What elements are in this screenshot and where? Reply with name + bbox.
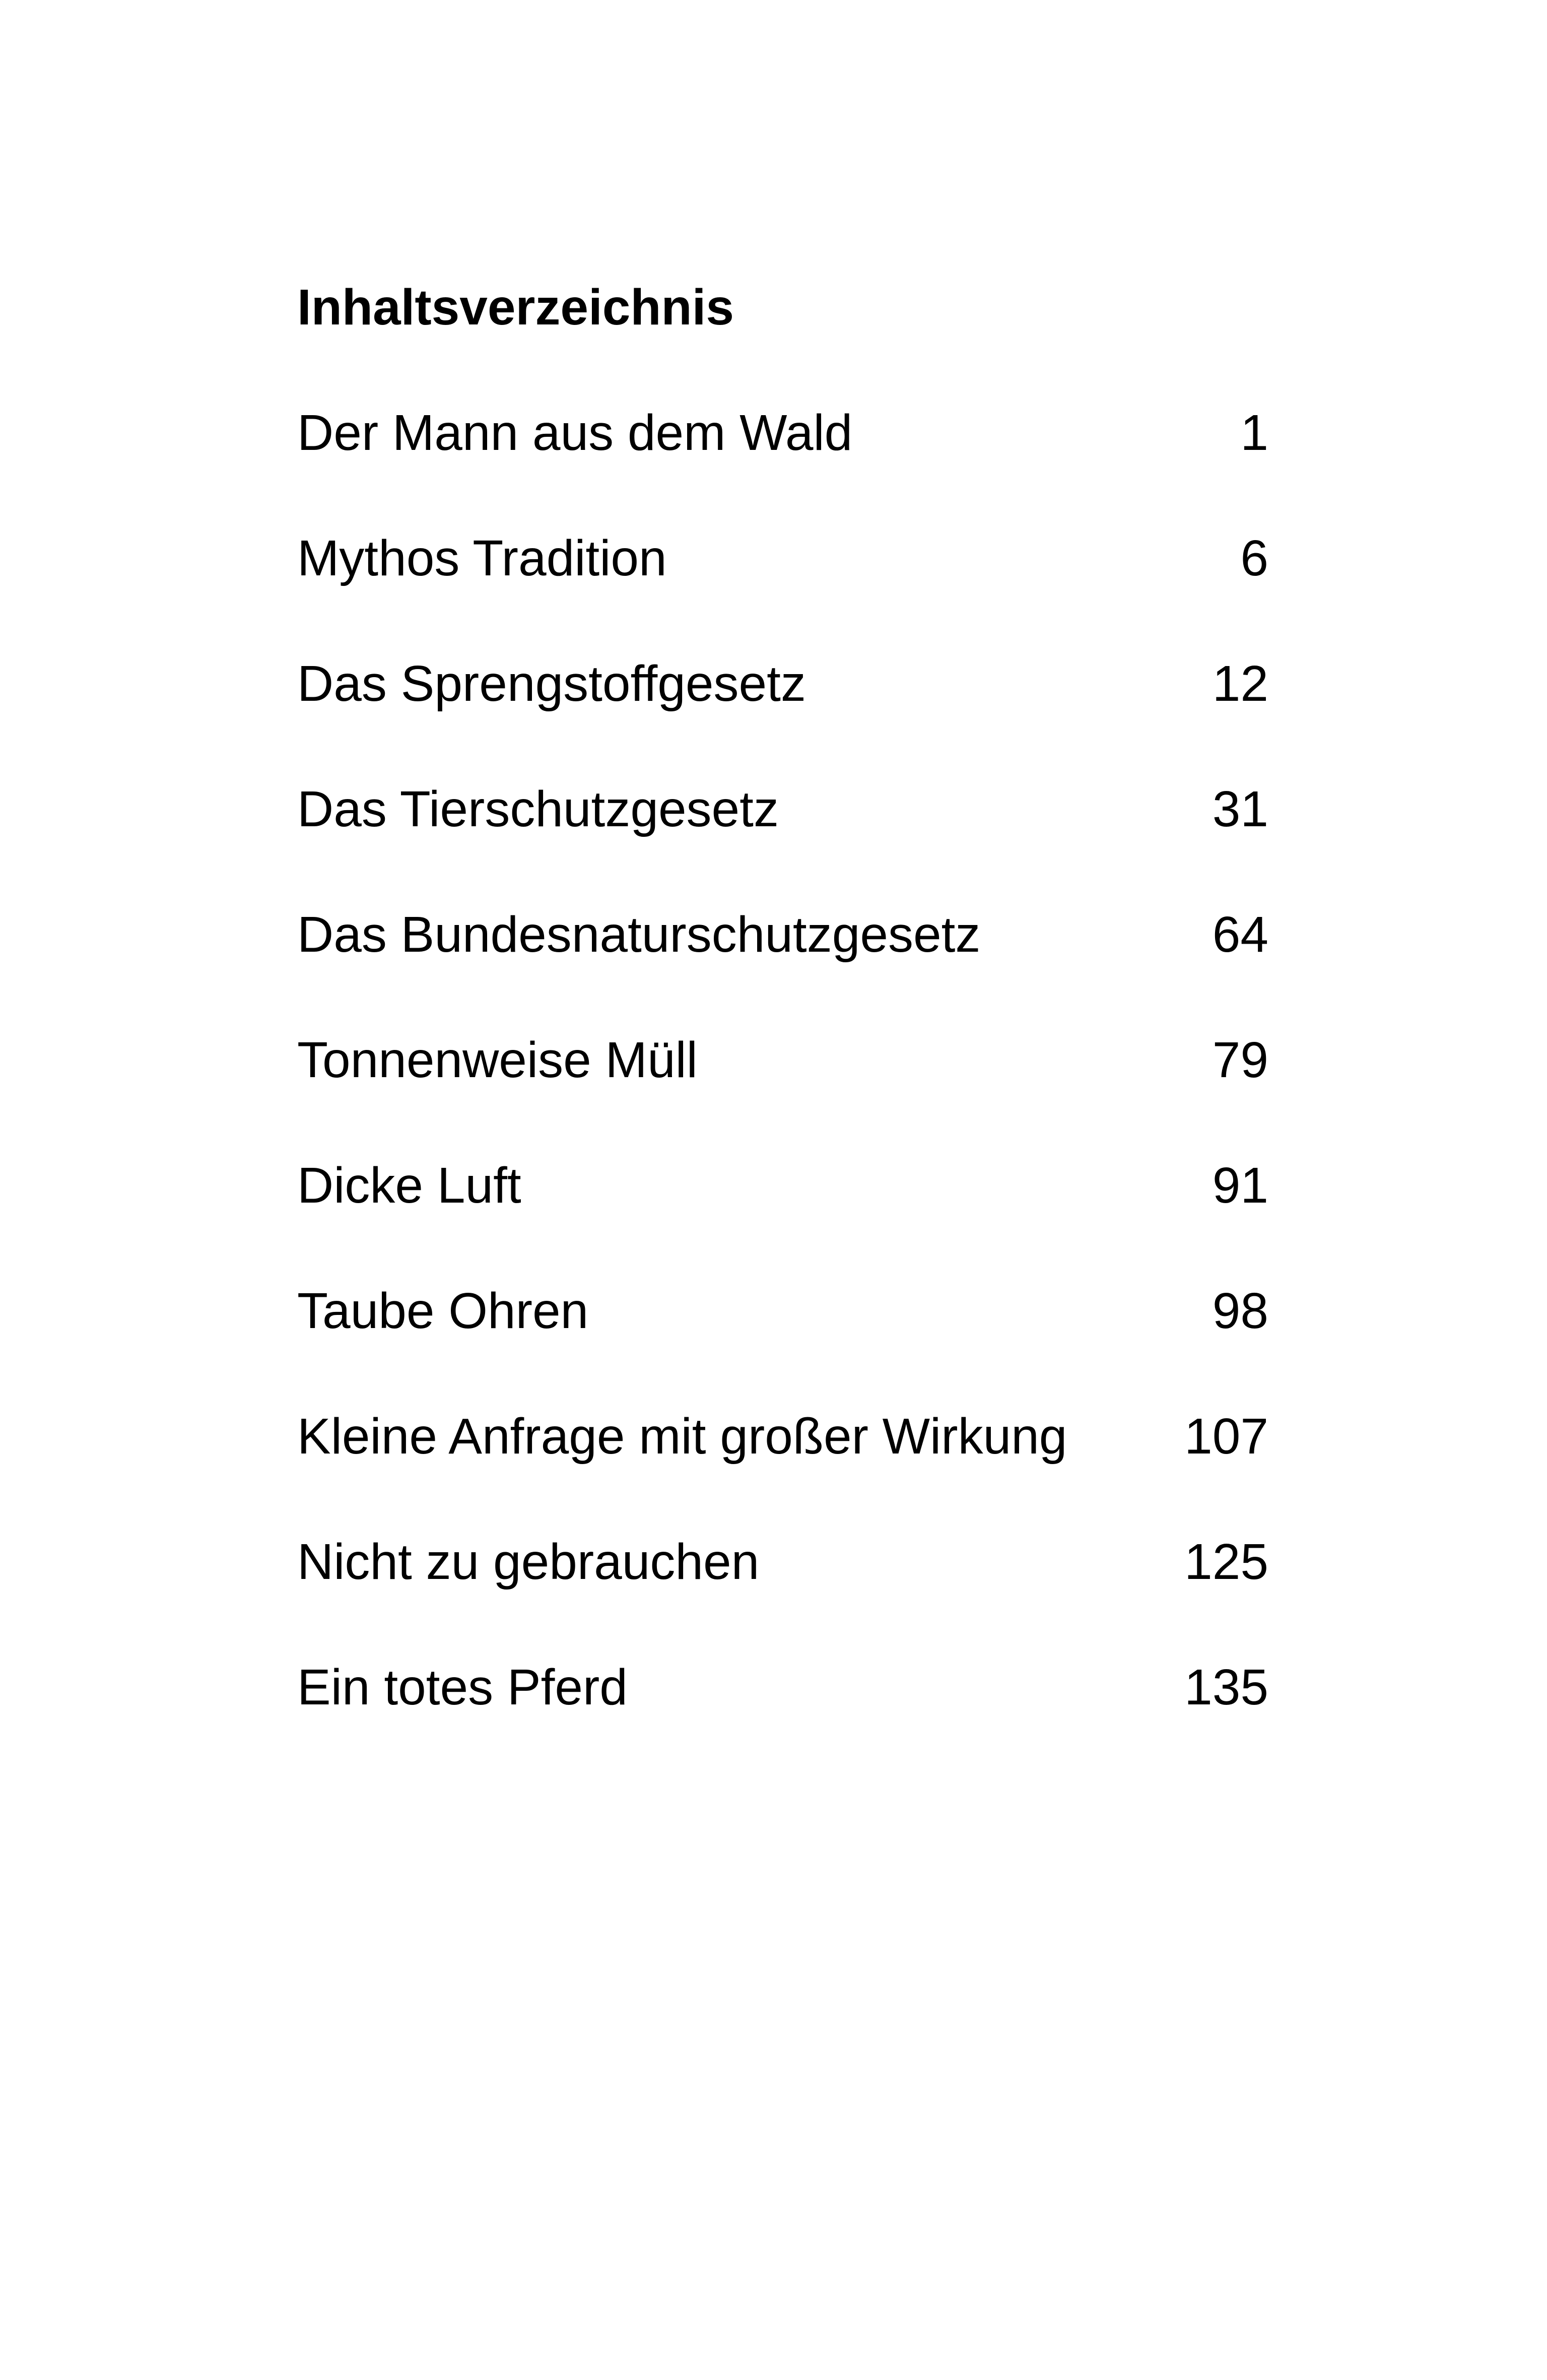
toc-entry-title: Ein totes Pferd	[297, 1659, 628, 1715]
toc-entry-title: Das Sprengstoffgesetz	[297, 655, 806, 712]
toc-entry	[297, 458, 1268, 586]
toc-entry	[297, 1587, 1268, 1715]
toc-entry-title: Tonnenweise Müll	[297, 1032, 698, 1088]
toc-entry-page-number: 79	[1212, 1032, 1268, 1088]
toc-entry	[297, 709, 1268, 837]
toc-entry-title: Nicht zu gebrauchen	[297, 1534, 760, 1590]
toc-entry-page-number: 31	[1212, 781, 1268, 837]
toc-entry-page-number: 12	[1212, 655, 1268, 712]
toc-entry-title: Mythos Tradition	[297, 530, 667, 586]
toc-entry-page-number: 98	[1212, 1283, 1268, 1339]
table-of-contents	[297, 279, 1268, 1715]
toc-heading: Inhaltsverzeichnis	[297, 279, 734, 336]
toc-entry	[297, 834, 1268, 963]
toc-entry-page-number: 1	[1240, 405, 1268, 461]
toc-entry	[297, 1336, 1268, 1465]
toc-entry-page-number: 125	[1184, 1534, 1268, 1590]
toc-entry-page-number: 91	[1212, 1157, 1268, 1214]
toc-entry-page-number: 6	[1240, 530, 1268, 586]
toc-entry-page-number: 64	[1212, 906, 1268, 963]
toc-entry-title: Taube Ohren	[297, 1283, 589, 1339]
toc-entry-title: Der Mann aus dem Wald	[297, 405, 853, 461]
toc-entry	[297, 1211, 1268, 1339]
toc-list	[297, 405, 1268, 1715]
toc-entry	[297, 405, 1268, 461]
toc-entry-title: Das Bundesnaturschutzgesetz	[297, 906, 981, 963]
toc-entry	[297, 1462, 1268, 1590]
toc-entry-page-number: 135	[1184, 1659, 1268, 1715]
toc-entry-title: Das Tierschutzgesetz	[297, 781, 779, 837]
toc-entry-title: Dicke Luft	[297, 1157, 521, 1214]
toc-entry-title: Kleine Anfrage mit großer Wirkung	[297, 1408, 1067, 1465]
toc-entry	[297, 1085, 1268, 1214]
toc-entry-page-number: 107	[1184, 1408, 1268, 1465]
toc-entry	[297, 960, 1268, 1088]
toc-entry	[297, 583, 1268, 712]
